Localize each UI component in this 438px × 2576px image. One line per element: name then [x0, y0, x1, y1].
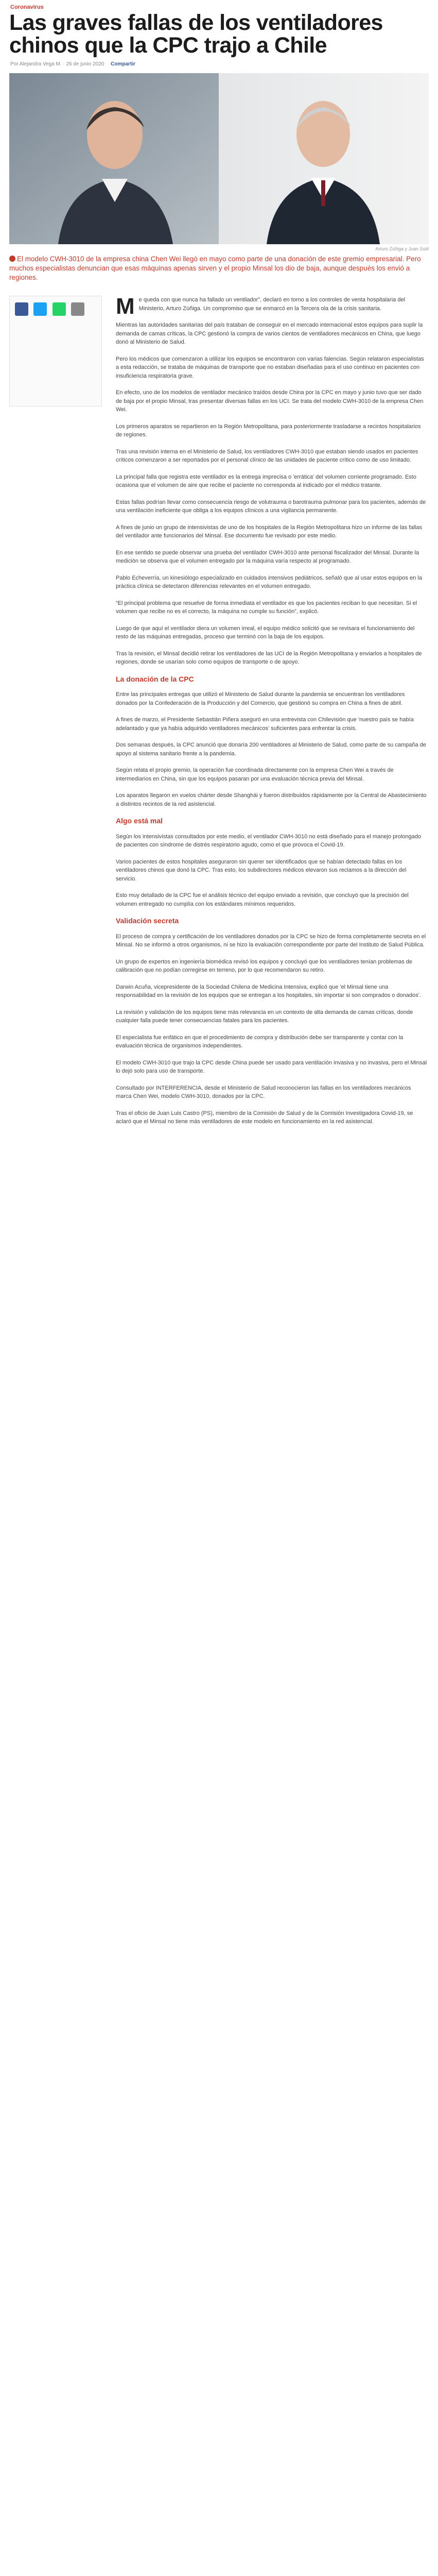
article-paragraph: Me queda con que nunca ha fallado un ventilador”, declaró en torno a los controles de venta hospitalaria del Ministerio, Arturo Zúñiga. Un compromiso que se enmarcó en la Tercera ola de la crisis sanitaria.: [116, 296, 406, 319]
share-button[interactable]: Compartir: [111, 61, 135, 67]
section-heading: Validación secreta: [116, 917, 179, 925]
article-paragraph: Tras una revisión interna en el Ministerio de Salud, los ventiladores CWH-3010 que estaban siendo usados en pacientes críticos comenzaron a ser reportados por el personal clínico de las unidades de paciente crítico como de uso limitado.: [116, 448, 418, 463]
article-sidebar: [9, 296, 102, 2576]
article-paragraph: La revisión y validación de los equipos tiene más relevancia en un contexto de alta demanda de camas críticas, donde cualquier falla puede tener consecuencias fatales para los pacientes.: [116, 1009, 413, 1024]
article-paragraph: Esto muy detallado de la CPC fue el análisis técnico del equipo enviado a revisión, que concluyó que la precisión del volumen entregado no cumplía con los estándares mínimos requeridos.: [116, 892, 409, 907]
article-paragraph: El especialista fue enfático en que el procedimiento de compra y distribución debe ser transparente y contar con la evaluación técnica de organismos independientes.: [116, 1034, 404, 1049]
article-paragraph: Entre las principales entregas que utilizó el Ministerio de Salud durante la pandemia se encuentran los ventiladores donados por la Confederación de la Producción y del Comercio, que gestionó su compra en China a fines de abril.: [116, 691, 405, 706]
article-paragraph: Consultado por INTERFERENCIA, desde el Ministerio de Salud reconocieron las fallas en los ventiladores mecánicos marca Chen Wei, modelo CWH-3010, donados por la CPC.: [116, 1084, 411, 1099]
article-paragraph: Estas fallas podrían llevar como consecuencia riesgo de volutrauma o barotrauma pulmonar para los pacientes, además de una ventilación ineficiente que obliga a los equipos clínicos a una vigilancia permanente.: [116, 499, 426, 514]
article-paragraph: La principal falla que registra este ventilador es la entrega imprecisa o 'errática' del volumen corriente programado. Esto ocasiona que el volumen de aire que recibe el paciente no corresponda al indicado por el médico tratante.: [116, 473, 416, 488]
article-paragraph: En ese sentido se puede observar una prueba del ventilador CWH-3010 ante personal fiscalizador del Minsal. Durante la medición se observa que el volumen entregado por la máquina varía respecto al programado.: [116, 549, 419, 564]
article-paragraph: Tras la revisión, el Minsal decidió retirar los ventiladores de las UCI de la Región Metropolitana y enviarlos a hospitales de regiones, donde se usarían solo como equipos de transporte o de apoyo.: [116, 650, 422, 665]
article-paragraph: Los aparatos llegaron en vuelos chárter desde Shanghái y fueron distribuidos rápidamente por la Central de Abastecimiento a distintos recintos de la red asistencial.: [116, 792, 427, 807]
article-paragraph: El modelo CWH-3010 que trajo la CPC desde China puede ser usado para ventilación invasiva y no invasiva, pero el Minsal lo dejó solo para uso de transporte.: [116, 1059, 427, 1074]
article-headline: Las graves fallas de los ventiladores chinos que la CPC trajo a Chile: [9, 10, 383, 58]
article-paragraph: A fines de marzo, el Presidente Sebastián Piñera aseguró en una entrevista con Chilevisión que 'nuestro país se había adelantado y que ya había adquirido ventiladores mecánicos' suficientes para enfrentar la crisis.: [116, 717, 414, 732]
article-paragraph: Los primeros aparatos se repartieron en la Región Metropolitana, para posteriormente trasladarse a recintos hospitalarios de regiones.: [116, 423, 421, 438]
article-body: [116, 296, 427, 2576]
lead-text: El modelo CWH-3010 de la empresa china Chen Wei llegó en mayo como parte de una donación de este gremio empresarial. Pero muchos especialistas denuncian que esas máquinas apenas sirven y el propio Minsal los dio de baja, aunque después los envió a regiones.: [9, 255, 421, 281]
article-paragraph: A fines de junio un grupo de intensivistas de uno de los hospitales de la Región Metropolitana hizo un informe de las fallas del ventilador ante funcionarios del Minsal. Ese documento fue revisado por este medio.: [116, 524, 422, 539]
article-meta: Por Alejandra Vega M. · 26 de junio 2020 Compartir: [10, 61, 135, 67]
hero-photo-illustration: [9, 73, 429, 244]
publish-date: 26 de junio 2020: [66, 61, 104, 67]
twitter-icon[interactable]: [33, 302, 47, 316]
article-paragraph: En efecto, uno de los modelos de ventilador mecánico traídos desde China por la CPC en mayo y junio tuvo que ser dado de baja por el propio Minsal, tras presentar diversas fallas en los UCI. Se trata del modelo CWH-3010 de la empresa Chen Wei.: [116, 389, 424, 413]
article-paragraph: El proceso de compra y certificación de los ventiladores donados por la CPC se hizo de forma completamente secreta en el Minsal. No se informó a otros organismos, ni se hizo la evaluación correspondiente por parte del Instituto de Salud Pública.: [116, 933, 426, 948]
article-lead: [9, 255, 429, 282]
article-paragraph: Un grupo de expertos en ingeniería biomédica revisó los equipos y concluyó que los ventiladores tenían problemas de calibración que no podían corregirse en terreno, por lo que recomendaron su retiro.: [116, 958, 413, 973]
photo-credit: Arturo Zúñiga y Juan Sutil: [375, 246, 429, 251]
facebook-icon[interactable]: [15, 302, 28, 316]
article-paragraph: Varios pacientes de estos hospitales aseguraron sin querer ser identificados que se habían detectado fallas en los ventiladores chinos que donó la CPC. Tras esto, los subdirectores médicos elevaron sus reclamos a la dirección del servicio.: [116, 858, 407, 882]
mail-icon[interactable]: [71, 302, 84, 316]
author-name[interactable]: Por Alejandra Vega M.: [10, 61, 62, 67]
hero-photo: [9, 73, 429, 244]
article-paragraph: “El principal problema que resuelve de forma inmediata el ventilador es que los pacientes reciban lo que necesitan. Si el volumen que recibe no es el correcto, la máquina no cumple su función”, explicó.: [116, 600, 417, 615]
article-paragraph: Luego de que aquí el ventilador diera un volumen irreal, el equipo médico solicitó que se revisara el funcionamiento del resto de las máquinas entregadas, proceso que terminó con la baja de los equipos.: [116, 625, 415, 640]
share-panel: [9, 296, 102, 406]
article-paragraph: Según los intensivistas consultados por este medio, el ventilador CWH-3010 no está diseñado para el manejo prolongado de pacientes con síndrome de distrés respiratorio agudo, como el que provoca el Covid-19.: [116, 833, 422, 848]
section-heading: La donación de la CPC: [116, 674, 194, 683]
article-paragraph: Según relata el propio gremio, la operación fue coordinada directamente con la empresa Chen Wei a través de intermediarios en China, sin que los equipos pasaran por una evaluación técnica previa del Minsal.: [116, 767, 394, 782]
section-kicker[interactable]: Coronavirus: [10, 4, 44, 10]
article-paragraph: Pablo Echeverría, un kinesiólogo especializado en cuidados intensivos pediátricos, señaló que al usar estos equipos en la práctica clínica se detectaron diferencias relevantes en el volumen entregado.: [116, 574, 422, 589]
article-paragraph: Dos semanas después, la CPC anunció que donaría 200 ventiladores al Ministerio de Salud, como parte de su campaña de apoyo al sistema sanitario frente a la pandemia.: [116, 742, 426, 757]
article-paragraph: Pero los médicos que comenzaron a utilizar los equipos se encontraron con varias falencias. Según relataron especialistas a esta redacción, se trataba de máquinas de transporte que no estaban diseñadas para el uso continuo en pacientes con insuficiencia respiratoria grave.: [116, 355, 424, 379]
whatsapp-icon[interactable]: [52, 302, 66, 316]
article-paragraph: Mientras las autoridades sanitarias del país trataban de conseguir en el mercado internacional estos equipos para suplir la demanda de camas críticas, la CPC gestionó la compra de varios cientos de ventiladores mecánicos en China, que luego donó al Ministerio de Salud.: [116, 322, 423, 345]
section-heading: Algo está mal: [116, 817, 163, 825]
article-paragraph: Tras el oficio de Juan Luis Castro (PS), miembro de la Comisión de Salud y de la Comisión Investigadora Covid-19, se aclaró que el Minsal no tiene más ventiladores de este modelo en funcionamiento en la red asistencial.: [116, 1110, 413, 1125]
article-paragraph: Darwin Acuña, vicepresidente de la Sociedad Chilena de Medicina Intensiva, explicó que 'el Minsal tiene una responsabilidad en la revisión de los equipos que se entregan a los hospitales, sin importar si son comprados o donados'.: [116, 984, 421, 998]
lead-marker-icon: [9, 256, 15, 262]
share-icons: [15, 302, 97, 316]
